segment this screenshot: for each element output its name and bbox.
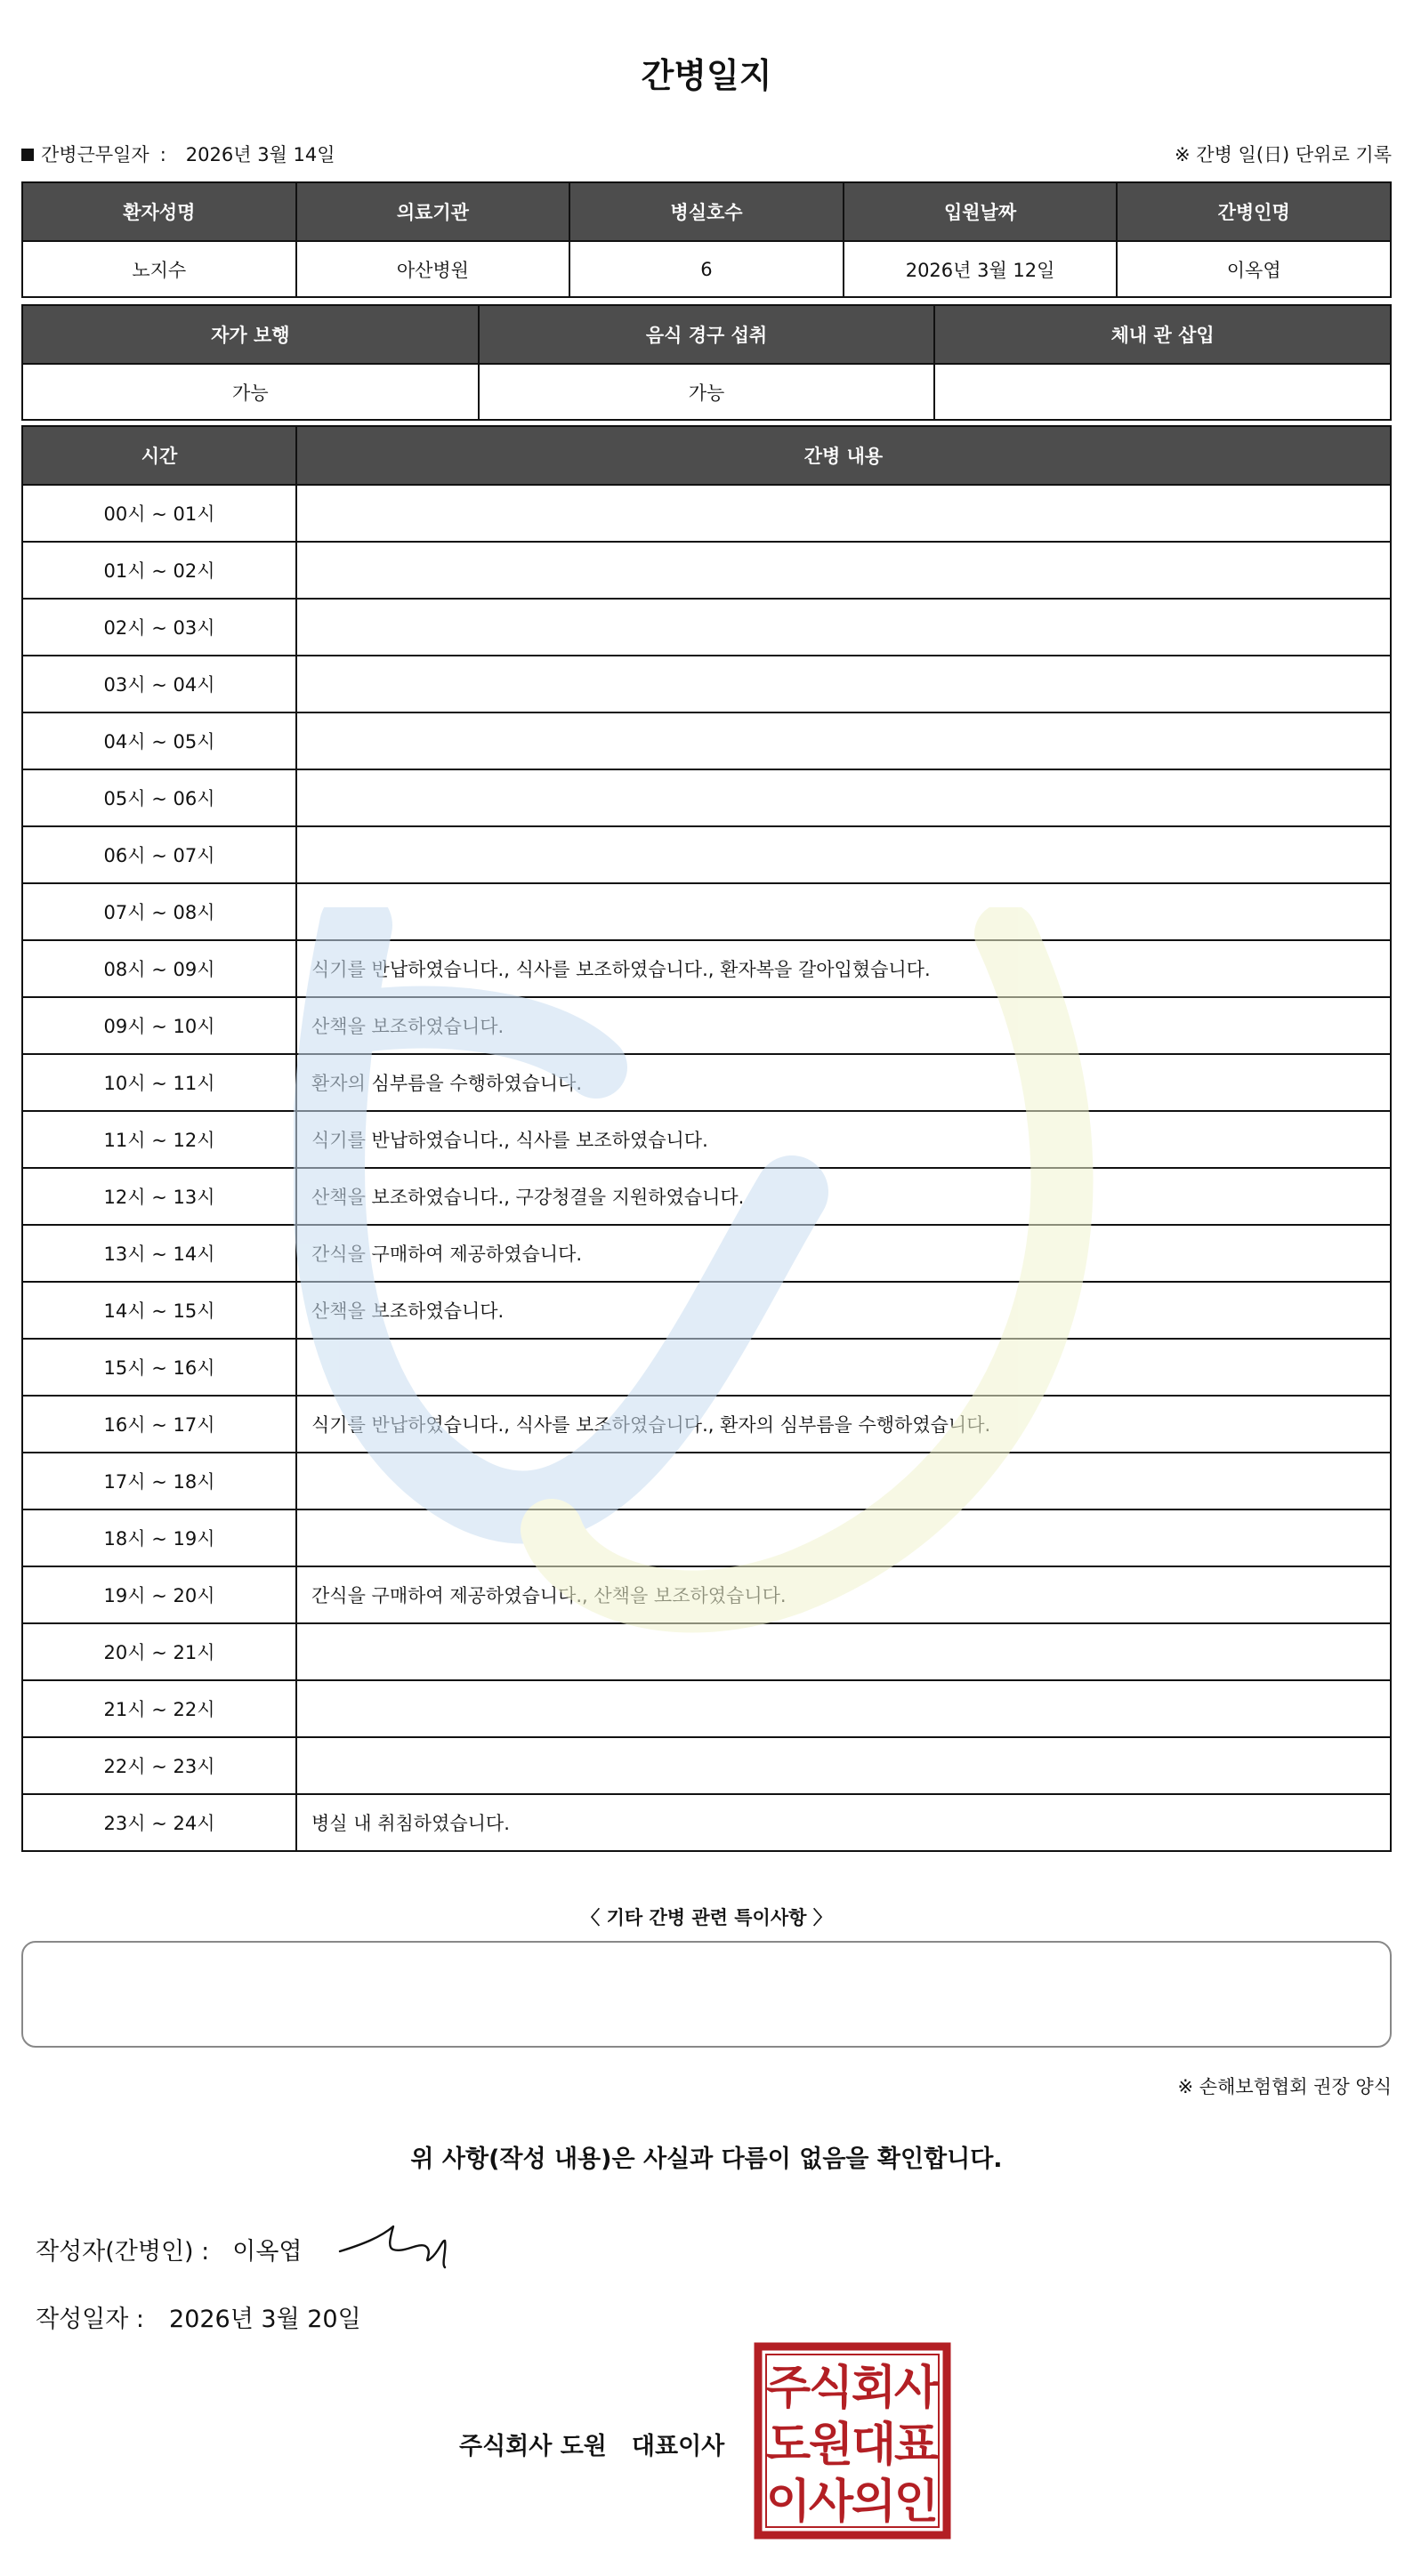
seal-character: 인 <box>893 2475 940 2529</box>
care-content: 식기를 반납하였습니다., 식사를 보조하였습니다., 환자의 심부름을 수행하였습니다. <box>296 1396 1391 1453</box>
care-content: 간식을 구매하여 제공하였습니다. <box>296 1225 1391 1282</box>
care-content: 병실 내 취침하였습니다. <box>296 1794 1391 1851</box>
care-content: 환자의 심부름을 수행하였습니다. <box>296 1054 1391 1111</box>
writer-label: 작성자(간병인) : <box>36 2238 210 2266</box>
hospital-value: 아산병원 <box>296 241 570 297</box>
care-content <box>296 883 1391 940</box>
seal-character: 이 <box>765 2475 811 2529</box>
time-slot: 23시 ~ 24시 <box>22 1794 296 1851</box>
room-number-value: 6 <box>569 241 844 297</box>
seal-character: 사 <box>808 2475 854 2529</box>
tube-insertion-value <box>934 364 1391 420</box>
patient-info-header-row <box>22 182 1391 241</box>
time-slot: 11시 ~ 12시 <box>22 1111 296 1168</box>
header-admission-date: 입원날짜 <box>844 182 1118 241</box>
time-slot: 00시 ~ 01시 <box>22 485 296 542</box>
table-row <box>22 1168 1391 1225</box>
seal-character: 식 <box>808 2362 854 2415</box>
caregiver-name-value: 이옥엽 <box>1117 241 1391 297</box>
time-slot: 10시 ~ 11시 <box>22 1054 296 1111</box>
table-row <box>22 712 1391 769</box>
table-row <box>22 1566 1391 1623</box>
header-hospital: 의료기관 <box>296 182 570 241</box>
writing-date-label: 작성일자 : <box>36 2306 145 2333</box>
special-notes-box <box>21 1941 1392 2048</box>
seal-character: 표 <box>893 2419 940 2472</box>
table-row <box>22 826 1391 883</box>
time-slot: 21시 ~ 22시 <box>22 1680 296 1737</box>
table-row <box>22 997 1391 1054</box>
time-slot: 02시 ~ 03시 <box>22 599 296 656</box>
time-slot: 05시 ~ 06시 <box>22 769 296 826</box>
care-content <box>296 542 1391 599</box>
table-row <box>22 1453 1391 1509</box>
patient-name-value: 노지수 <box>22 241 296 297</box>
oral-intake-value: 가능 <box>479 364 935 420</box>
time-slot: 22시 ~ 23시 <box>22 1737 296 1794</box>
time-slot: 06시 ~ 07시 <box>22 826 296 883</box>
page-title: 간병일지 <box>641 56 772 95</box>
seal-character: 도 <box>765 2419 811 2472</box>
writer-name: 이옥엽 <box>232 2238 303 2266</box>
time-slot: 13시 ~ 14시 <box>22 1225 296 1282</box>
time-slot: 17시 ~ 18시 <box>22 1453 296 1509</box>
care-log-table <box>21 425 1392 1852</box>
header-patient-name: 환자성명 <box>22 182 296 241</box>
patient-status-value-row <box>22 364 1391 420</box>
seal-character: 대 <box>851 2419 897 2472</box>
writer-line <box>36 2232 303 2266</box>
seal-character: 원 <box>808 2419 854 2472</box>
table-row <box>22 1339 1391 1396</box>
table-row <box>22 1054 1391 1111</box>
header-tube-insertion: 체내 관 삽입 <box>934 305 1391 364</box>
company-seal-stamp <box>753 2341 952 2540</box>
time-slot: 16시 ~ 17시 <box>22 1396 296 1453</box>
header-time: 시간 <box>22 426 296 485</box>
care-content <box>296 712 1391 769</box>
company-representative <box>459 2427 724 2461</box>
care-content <box>296 1509 1391 1566</box>
care-content: 식기를 반납하였습니다., 식사를 보조하였습니다. <box>296 1111 1391 1168</box>
table-row <box>22 1794 1391 1851</box>
seal-character: 주 <box>765 2362 811 2415</box>
table-row <box>22 1111 1391 1168</box>
care-content <box>296 1453 1391 1509</box>
table-row <box>22 883 1391 940</box>
representative-title: 대표이사 <box>631 2433 725 2460</box>
table-row <box>22 599 1391 656</box>
time-slot: 12시 ~ 13시 <box>22 1168 296 1225</box>
table-row <box>22 656 1391 712</box>
patient-info-table <box>21 181 1392 298</box>
association-note: ※ 손해보험협회 권장 양식 <box>1177 2076 1392 2097</box>
time-slot: 09시 ~ 10시 <box>22 997 296 1054</box>
work-date-separator: : <box>159 144 166 165</box>
square-bullet-icon <box>21 149 34 161</box>
table-row <box>22 1509 1391 1566</box>
time-slot: 14시 ~ 15시 <box>22 1282 296 1339</box>
writing-date-value: 2026년 3월 20일 <box>169 2306 361 2333</box>
care-log-header-row <box>22 426 1391 485</box>
time-slot: 20시 ~ 21시 <box>22 1623 296 1680</box>
time-slot: 08시 ~ 09시 <box>22 940 296 997</box>
time-slot: 03시 ~ 04시 <box>22 656 296 712</box>
header-self-walking: 자가 보행 <box>22 305 479 364</box>
care-content <box>296 826 1391 883</box>
table-row <box>22 1737 1391 1794</box>
time-slot: 19시 ~ 20시 <box>22 1566 296 1623</box>
time-slot: 15시 ~ 16시 <box>22 1339 296 1396</box>
time-slot: 07시 ~ 08시 <box>22 883 296 940</box>
table-row <box>22 542 1391 599</box>
table-row <box>22 1623 1391 1680</box>
table-row <box>22 485 1391 542</box>
seal-character: 의 <box>851 2475 897 2529</box>
admission-date-value: 2026년 3월 12일 <box>844 241 1118 297</box>
self-walking-value: 가능 <box>22 364 479 420</box>
patient-status-table <box>21 304 1392 421</box>
confirmation-statement: 위 사항(작성 내용)은 사실과 다름이 없음을 확인합니다. <box>410 2145 1003 2173</box>
time-slot: 18시 ~ 19시 <box>22 1509 296 1566</box>
writing-date-line <box>36 2299 361 2334</box>
handwritten-signature <box>336 2219 461 2269</box>
table-row <box>22 1396 1391 1453</box>
care-content <box>296 1339 1391 1396</box>
seal-character: 회 <box>851 2362 897 2415</box>
care-content: 산책을 보조하였습니다. <box>296 1282 1391 1339</box>
work-date-value: 2026년 3월 14일 <box>185 144 335 165</box>
time-slot: 01시 ~ 02시 <box>22 542 296 599</box>
care-content <box>296 599 1391 656</box>
seal-character: 사 <box>893 2362 940 2415</box>
care-content: 산책을 보조하였습니다. <box>296 997 1391 1054</box>
care-content: 간식을 구매하여 제공하였습니다., 산책을 보조하였습니다. <box>296 1566 1391 1623</box>
patient-info-value-row <box>22 241 1391 297</box>
care-content <box>296 656 1391 712</box>
work-date-label: 간병근무일자 <box>41 144 149 165</box>
special-notes-title: 〈 기타 간병 관련 특이사항 〉 <box>581 1907 832 1928</box>
work-date-line <box>21 141 335 167</box>
care-content: 산책을 보조하였습니다., 구강청결을 지원하였습니다. <box>296 1168 1391 1225</box>
table-row <box>22 1680 1391 1737</box>
care-content <box>296 485 1391 542</box>
header-oral-intake: 음식 경구 섭취 <box>479 305 935 364</box>
table-row <box>22 940 1391 997</box>
time-slot: 04시 ~ 05시 <box>22 712 296 769</box>
table-row <box>22 1225 1391 1282</box>
header-caregiver-name: 간병인명 <box>1117 182 1391 241</box>
care-log-body <box>22 485 1391 1851</box>
table-row <box>22 769 1391 826</box>
table-row <box>22 1282 1391 1339</box>
care-content <box>296 1737 1391 1794</box>
record-unit-note: ※ 간병 일(日) 단위로 기록 <box>1175 144 1392 165</box>
patient-status-header-row <box>22 305 1391 364</box>
header-care-content: 간병 내용 <box>296 426 1391 485</box>
company-name: 주식회사 도원 <box>459 2433 607 2460</box>
care-content <box>296 1680 1391 1737</box>
header-room-number: 병실호수 <box>569 182 844 241</box>
care-content <box>296 769 1391 826</box>
care-content: 식기를 반납하였습니다., 식사를 보조하였습니다., 환자복을 갈아입혔습니다. <box>296 940 1391 997</box>
care-content <box>296 1623 1391 1680</box>
